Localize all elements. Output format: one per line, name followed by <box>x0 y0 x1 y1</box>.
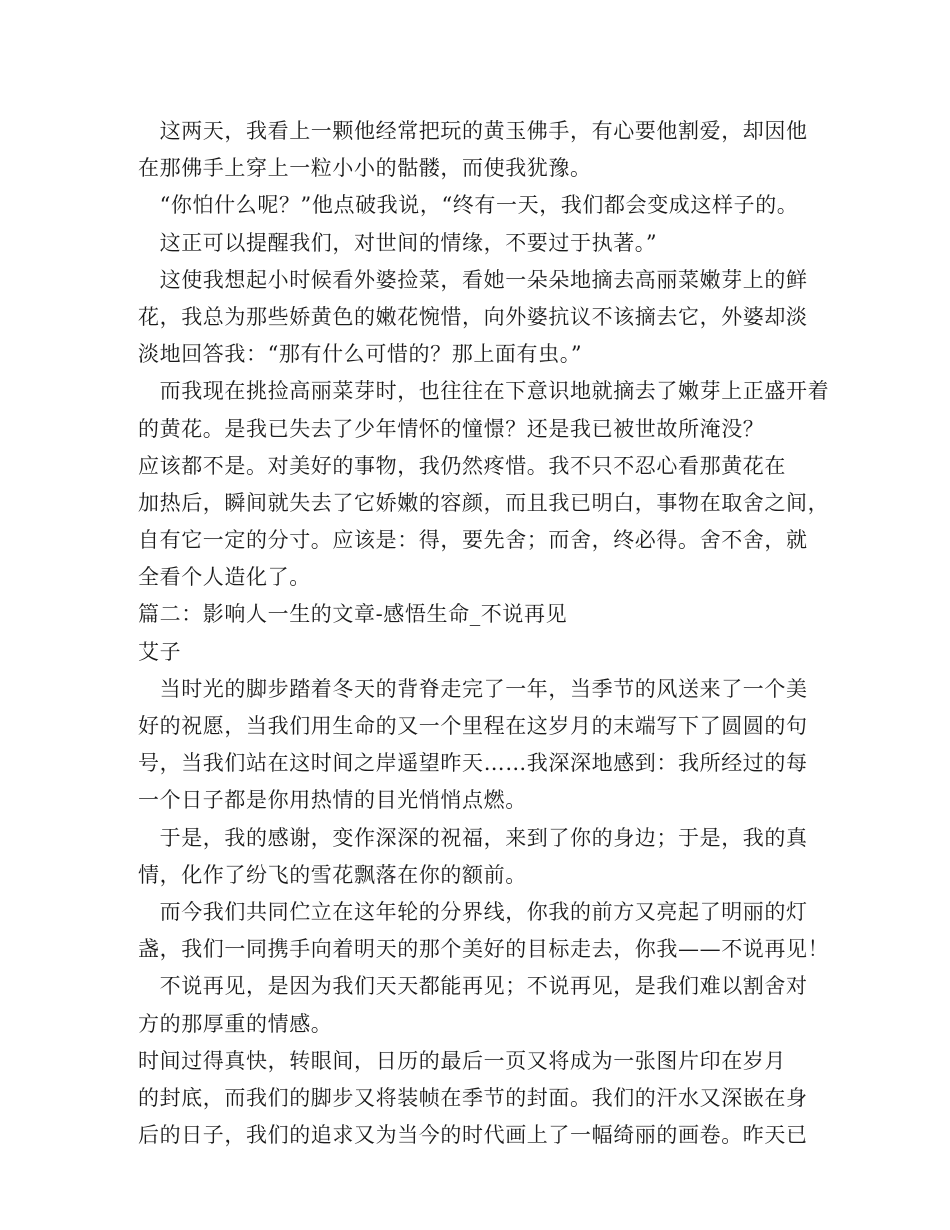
text-line: 淡地回答我：“那有什么可惜的？那上面有虫。” <box>138 342 583 367</box>
text-line: 加热后，瞬间就失去了它娇嫩的容颜，而且我已明白，事物在取舍之间， <box>138 490 830 515</box>
text-line: 时间过得真快，转眼间，日历的最后一页又将成为一张图片印在岁月 <box>138 1048 786 1073</box>
text-line: 的黄花。是我已失去了少年情怀的憧憬？还是我已被世故所淹没？ <box>138 416 765 441</box>
text-line: 花，我总为那些娇黄色的嫩花惋惜，向外婆抗议不该摘去它，外婆却淡 <box>138 304 808 329</box>
text-line: 应该都不是。对美好的事物，我仍然疼惜。我不只不忍心看那黄花在 <box>138 453 786 478</box>
article-text <box>138 113 828 1154</box>
text-line: 于是，我的感谢，变作深深的祝福，来到了你的身边；于是，我的真 <box>138 825 808 850</box>
text-line: 好的祝愿，当我们用生命的又一个里程在这岁月的末端写下了圆圆的句 <box>138 714 808 738</box>
text-line: 这两天，我看上一颗他经常把玩的黄玉佛手，有心要他割爱，却因他 <box>138 119 808 143</box>
section-heading: 篇二：影响人一生的文章-感悟生命_不说再见 <box>138 602 568 627</box>
text-line: 的封底，而我们的脚步又将装帧在季节的封面。我们的汗水又深嵌在身 <box>138 1085 808 1110</box>
text-line: 而今我们共同伫立在这年轮的分界线，你我的前方又亮起了明丽的灯 <box>138 899 808 924</box>
text-line: 这正可以提醒我们，对世间的情缘，不要过于执著。” <box>138 230 658 255</box>
text-line: 方的那厚重的情感。 <box>138 1011 333 1036</box>
text-line: 当时光的脚步踏着冬天的背脊走完了一年，当季节的风送来了一个美 <box>138 676 808 701</box>
text-line: 在那佛手上穿上一粒小小的骷髅，而使我犹豫。 <box>138 156 592 181</box>
text-line: 后的日子，我们的追求又为当今的时代画上了一幅绮丽的画卷。昨天已 <box>138 1123 808 1148</box>
author-name: 艾子 <box>138 639 182 664</box>
text-line: 而我现在挑捡高丽菜芽时，也往往在下意识地就摘去了嫩芽上正盛开着 <box>138 379 830 404</box>
text-line: 盏，我们一同携手向着明天的那个美好的目标走去，你我——不说再见！ <box>138 937 830 962</box>
text-line: 这使我想起小时候看外婆捡菜，看她一朵朵地摘去高丽菜嫩芽上的鲜 <box>138 267 808 292</box>
text-line: 自有它一定的分寸。应该是：得，要先舍；而舍，终必得。舍不舍，就 <box>138 528 808 553</box>
text-line: “你怕什么呢？”他点破我说，“终有一天，我们都会变成这样子的。 <box>138 193 799 218</box>
text-line: 情，化作了纷飞的雪花飘落在你的额前。 <box>138 862 527 887</box>
text-line: 一个日子都是你用热情的目光悄悄点燃。 <box>138 788 527 813</box>
text-line: 号，当我们站在这时间之岸遥望昨天……我深深地感到：我所经过的每 <box>138 751 808 776</box>
text-line: 全看个人造化了。 <box>138 565 311 590</box>
text-line: 不说再见，是因为我们天天都能再见；不说再见，是我们难以割舍对 <box>138 974 808 999</box>
